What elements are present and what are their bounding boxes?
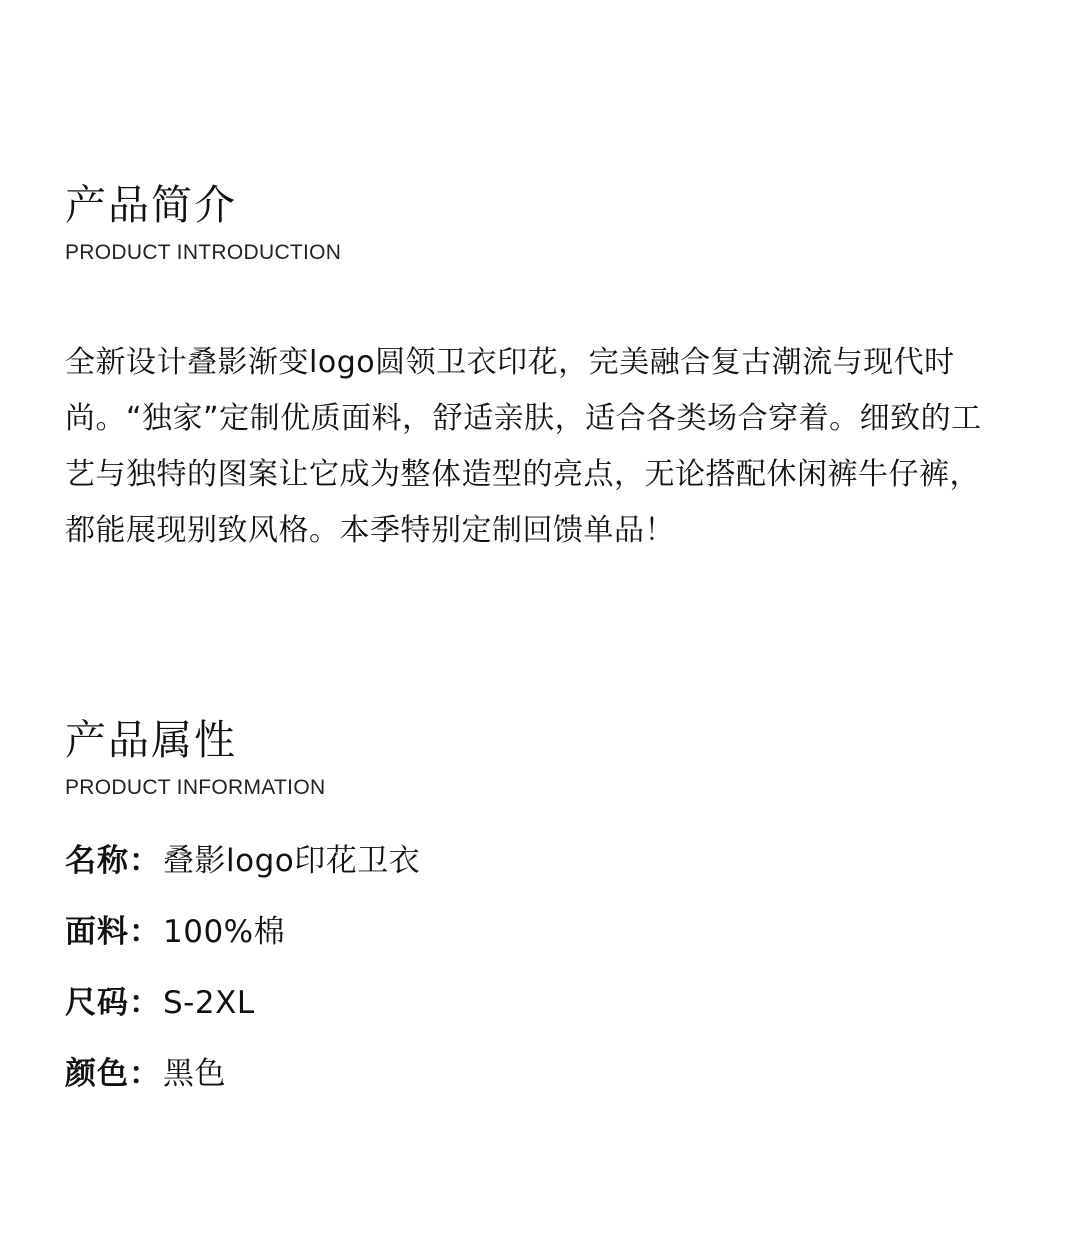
attribute-label: 面料： — [65, 914, 161, 950]
attribute-value: S-2XL — [163, 985, 255, 1021]
attribute-value: 100%棉 — [163, 914, 286, 950]
info-title: 产品属性 — [65, 716, 237, 764]
attribute-row-size — [65, 983, 1015, 1023]
info-subtitle: PRODUCT INFORMATION — [65, 776, 326, 799]
attribute-row-fabric — [65, 912, 1015, 952]
intro-subtitle: PRODUCT INTRODUCTION — [65, 241, 342, 264]
intro-title: 产品简介 — [65, 181, 237, 229]
attribute-label: 名称： — [65, 843, 161, 879]
attribute-row-name — [65, 841, 1015, 881]
attribute-label: 尺码： — [65, 985, 161, 1021]
attribute-value: 黑色 — [163, 1056, 226, 1092]
product-introduction-section — [65, 178, 1015, 559]
product-information-section — [65, 713, 1015, 1125]
attribute-row-color — [65, 1054, 1015, 1094]
attribute-label: 颜色： — [65, 1056, 161, 1092]
intro-description: 全新设计叠影渐变logo圆领卫衣印花，完美融合复古潮流与现代时尚。“独家”定制优质面料，舒适亲肤，适合各类场合穿着。细致的工艺与独特的图案让它成为整体造型的亮点，无论搭配休闲裤牛仔裤，都能展现别致风格。本季特别定制回馈单品！ — [65, 345, 982, 548]
attribute-list — [65, 841, 1015, 1094]
attribute-value: 叠影logo印花卫衣 — [163, 843, 421, 879]
